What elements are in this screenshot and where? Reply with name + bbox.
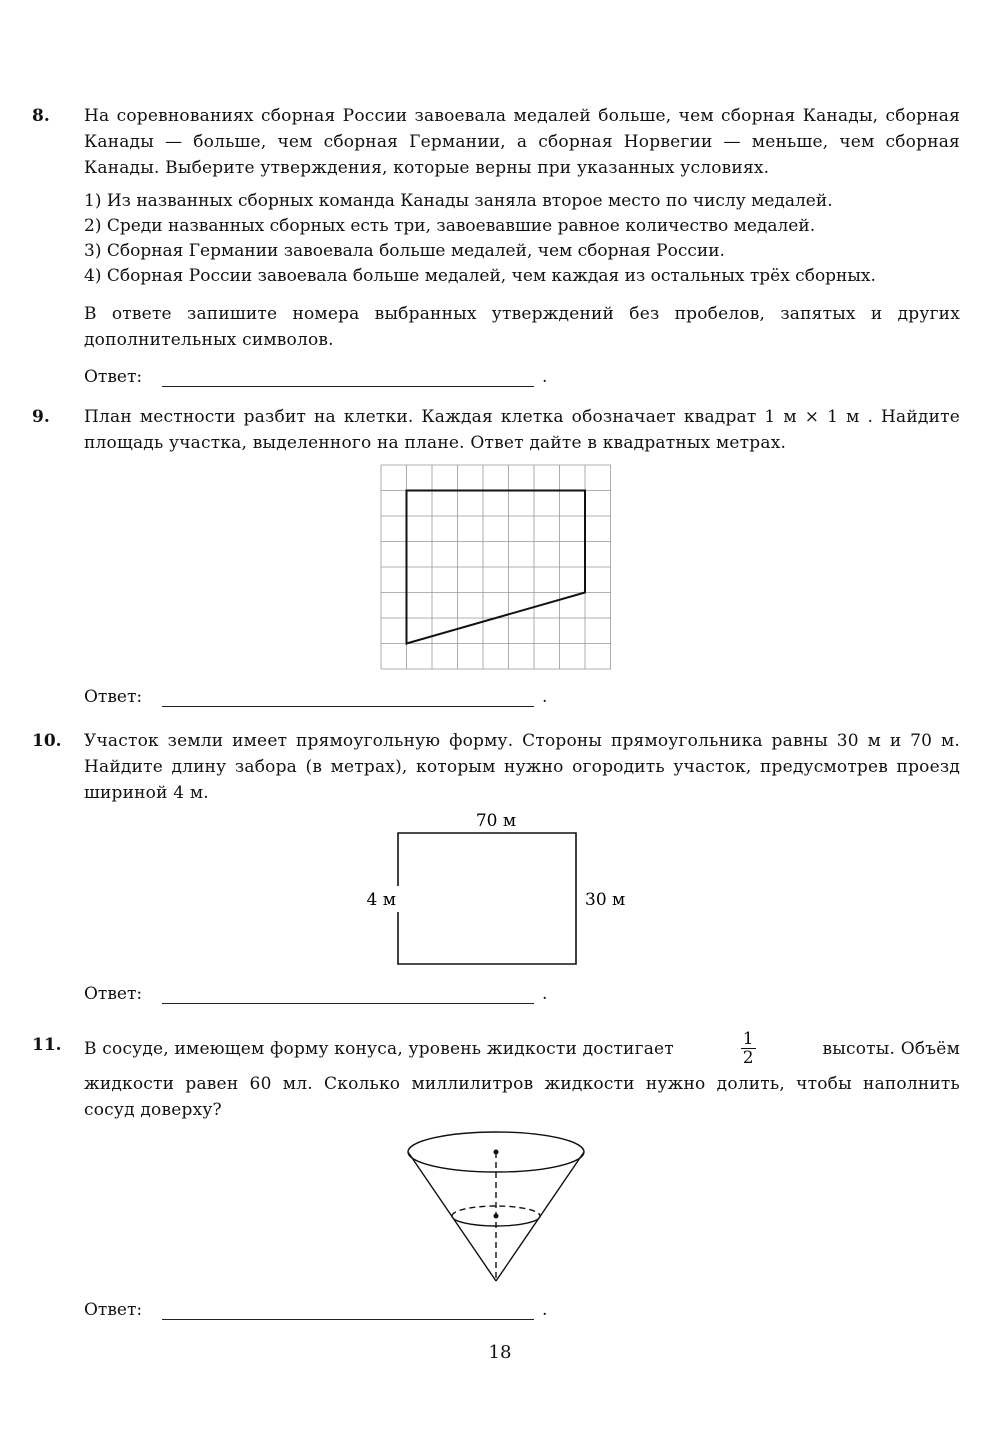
label-top: 70 м bbox=[475, 811, 517, 831]
task-text: План местности разбит на клетки. Каждая клетка обозначает квадрат 1 м × 1 м . Найдите площадь участка, выделенного на плане. Ответ дайте в квадратных метрах. bbox=[84, 407, 960, 453]
task-text-line1 bbox=[84, 1030, 960, 1067]
answer-row bbox=[84, 366, 548, 388]
task-text: В сосуде, имеющем форму конуса, уровень жидкости достигает bbox=[84, 1038, 674, 1059]
answer-dot: . bbox=[542, 367, 548, 387]
task-number: 10. bbox=[32, 731, 62, 751]
task-text: На соревнованиях сборная России завоевала медалей больше, чем сборная Канады, сборная Канады — больше, чем сборная Германии, а сборная Норвегии — меньше, чем сборная Канады. Выберите утверждения, которые верны при указанных условиях. bbox=[84, 106, 960, 178]
answer-label: Ответ: bbox=[84, 367, 143, 387]
answer-row bbox=[84, 983, 548, 1005]
option-item: 3) Сборная Германии завоевала больше медалей, чем сборная России. bbox=[84, 241, 725, 261]
fence-outline bbox=[398, 833, 576, 964]
answer-row bbox=[84, 686, 548, 708]
options-list bbox=[84, 189, 960, 289]
fraction-one-half bbox=[741, 1030, 756, 1067]
grid-plan-figure bbox=[378, 462, 614, 672]
option-item: 1) Из названных сборных команда Канады заняла второе место по числу медалей. bbox=[84, 191, 833, 211]
answer-dot: . bbox=[542, 1300, 548, 1320]
answer-label: Ответ: bbox=[84, 984, 143, 1004]
task-text: жидкости равен 60 мл. Сколько миллилитров жидкости нужно долить, чтобы наполнить сосуд доверху? bbox=[84, 1074, 960, 1120]
cone-vessel-figure bbox=[402, 1130, 592, 1290]
task-number: 9. bbox=[32, 407, 50, 427]
option-item: 4) Сборная России завоевала больше медалей, чем каждая из остальных трёх сборных. bbox=[84, 266, 876, 286]
answer-line[interactable] bbox=[162, 1003, 534, 1004]
task-instruction: В ответе запишите номера выбранных утверждений без пробелов, запятых и других дополнительных символов. bbox=[84, 304, 960, 350]
answer-line[interactable] bbox=[162, 706, 534, 707]
answer-line[interactable] bbox=[162, 386, 534, 387]
task-number: 11. bbox=[32, 1035, 62, 1055]
rectangle-plot-figure bbox=[352, 806, 642, 970]
page-number: 18 bbox=[488, 1342, 512, 1363]
answer-dot: . bbox=[542, 984, 548, 1004]
answer-row bbox=[84, 1299, 548, 1321]
task-text: высоты. Объём bbox=[822, 1038, 960, 1059]
fraction-denominator: 2 bbox=[742, 1048, 754, 1068]
answer-label: Ответ: bbox=[84, 687, 143, 707]
task-number: 8. bbox=[32, 106, 50, 126]
answer-dot: . bbox=[542, 687, 548, 707]
label-right: 30 м bbox=[585, 890, 626, 910]
task-text: Участок земли имеет прямоугольную форму. Стороны прямоугольника равны 30 м и 70 м. Найдите длину забора (в метрах), которым нужно огородить участок, предусмотрев проезд шириной 4 м. bbox=[84, 731, 960, 803]
answer-label: Ответ: bbox=[84, 1300, 143, 1320]
label-left: 4 м bbox=[366, 890, 396, 910]
answer-line[interactable] bbox=[162, 1319, 534, 1320]
fraction-numerator: 1 bbox=[742, 1029, 754, 1049]
option-item: 2) Среди названных сборных есть три, завоевавшие равное количество медалей. bbox=[84, 216, 816, 236]
